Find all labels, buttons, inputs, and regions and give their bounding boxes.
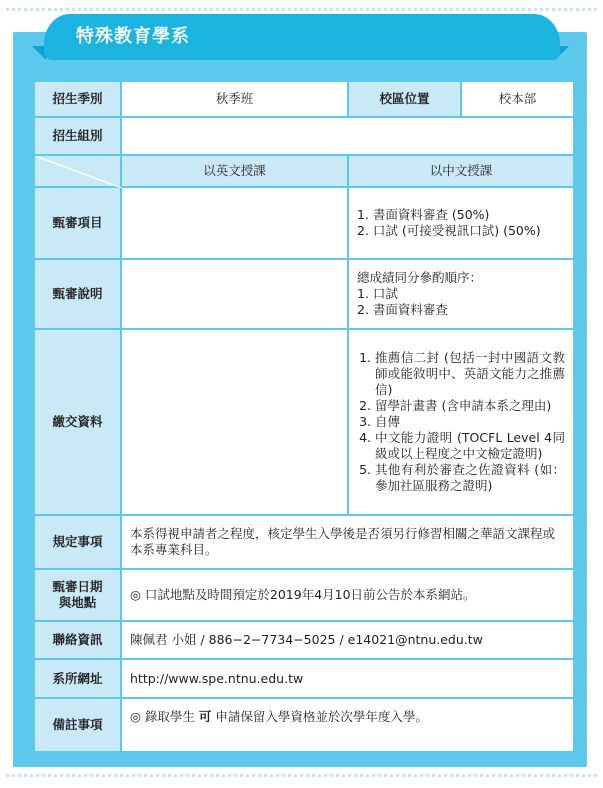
documents-chinese bbox=[348, 329, 574, 515]
english-column-header: 以英文授課 bbox=[121, 155, 348, 187]
department-title: 特殊教育學系 bbox=[76, 26, 190, 47]
regulations-label: 規定事項 bbox=[34, 515, 121, 569]
screening-items-label: 甄審項目 bbox=[34, 187, 121, 259]
website-label: 系所網址 bbox=[34, 659, 121, 698]
remarks-prefix: ◎ 錄取學生 bbox=[130, 709, 195, 724]
screening-items-english bbox=[121, 187, 348, 259]
date-place-label-line1: 甄審日期 bbox=[52, 579, 103, 594]
list-item: 2. 口試 (可接受視訊口試) (50%) bbox=[357, 223, 541, 238]
season-value: 秋季班 bbox=[121, 81, 348, 117]
table-row bbox=[34, 659, 574, 698]
remarks-value bbox=[121, 698, 574, 752]
table-row bbox=[34, 187, 574, 259]
table-row bbox=[34, 259, 574, 329]
header-corner-cell bbox=[34, 155, 121, 187]
regulations-value: 本系得視申請者之程度，核定學生入學後是否須另行修習相關之華語文課程或本系專業科目。 bbox=[121, 515, 574, 569]
remarks-emphasis: 可 bbox=[198, 709, 212, 724]
website-link[interactable]: http://www.spe.ntnu.edu.tw bbox=[121, 659, 574, 698]
documents-english bbox=[121, 329, 348, 515]
table-row bbox=[34, 81, 574, 117]
table-row bbox=[34, 515, 574, 569]
table-row bbox=[34, 621, 574, 659]
date-place-label bbox=[34, 569, 121, 621]
table-row bbox=[34, 155, 574, 187]
screening-notes-english bbox=[121, 259, 348, 329]
campus-value: 校本部 bbox=[461, 81, 574, 117]
screening-items-chinese bbox=[348, 187, 574, 259]
documents-list bbox=[357, 350, 565, 494]
top-dotted-border bbox=[6, 8, 597, 11]
table-row bbox=[34, 569, 574, 621]
list-item: 2. 書面資料審查 bbox=[357, 302, 448, 317]
remarks-label: 備註事項 bbox=[34, 698, 121, 752]
list-item: 1. 推薦信二封 (包括一封中國語文教師或能敘明中、英語文能力之推薦信) bbox=[375, 350, 565, 398]
group-label: 招生組別 bbox=[34, 117, 121, 155]
list-item: 5. 其他有利於審查之佐證資料 (如：參加社區服務之證明) bbox=[375, 462, 565, 494]
season-label: 招生季別 bbox=[34, 81, 121, 117]
date-place-value: ◎ 口試地點及時間預定於2019年4月10日前公告於本系網站。 bbox=[121, 569, 574, 621]
table-row bbox=[34, 117, 574, 155]
bottom-dotted-border bbox=[6, 774, 597, 777]
list-item: 3. 自傳 bbox=[375, 414, 565, 430]
date-place-label-line2: 與地點 bbox=[58, 595, 97, 610]
table-row bbox=[34, 698, 574, 752]
documents-label: 繳交資料 bbox=[34, 329, 121, 515]
list-item: 2. 留學計畫書 (含申請本系之理由) bbox=[375, 398, 565, 414]
campus-label: 校區位置 bbox=[348, 81, 461, 117]
group-value bbox=[121, 117, 574, 155]
contact-value: 陳佩君 小姐 / 886−2−7734−5025 / e14021@ntnu.edu.tw bbox=[121, 621, 574, 659]
list-item: 1. 書面資料審查 (50%) bbox=[357, 207, 490, 222]
contact-label: 聯絡資訊 bbox=[34, 621, 121, 659]
diagonal-line bbox=[35, 156, 122, 188]
screening-notes-intro: 總成績同分參酌順序： bbox=[357, 270, 483, 285]
list-item: 1. 口試 bbox=[357, 286, 398, 301]
admission-info-table bbox=[33, 80, 575, 753]
list-item: 4. 中文能力證明 (TOCFL Level 4同級或以上程度之中文檢定證明) bbox=[375, 430, 565, 462]
table-row bbox=[34, 329, 574, 515]
screening-notes-label: 甄審說明 bbox=[34, 259, 121, 329]
screening-notes-chinese bbox=[348, 259, 574, 329]
remarks-suffix: 申請保留入學資格並於次學年度入學。 bbox=[215, 709, 428, 724]
chinese-column-header: 以中文授課 bbox=[348, 155, 574, 187]
